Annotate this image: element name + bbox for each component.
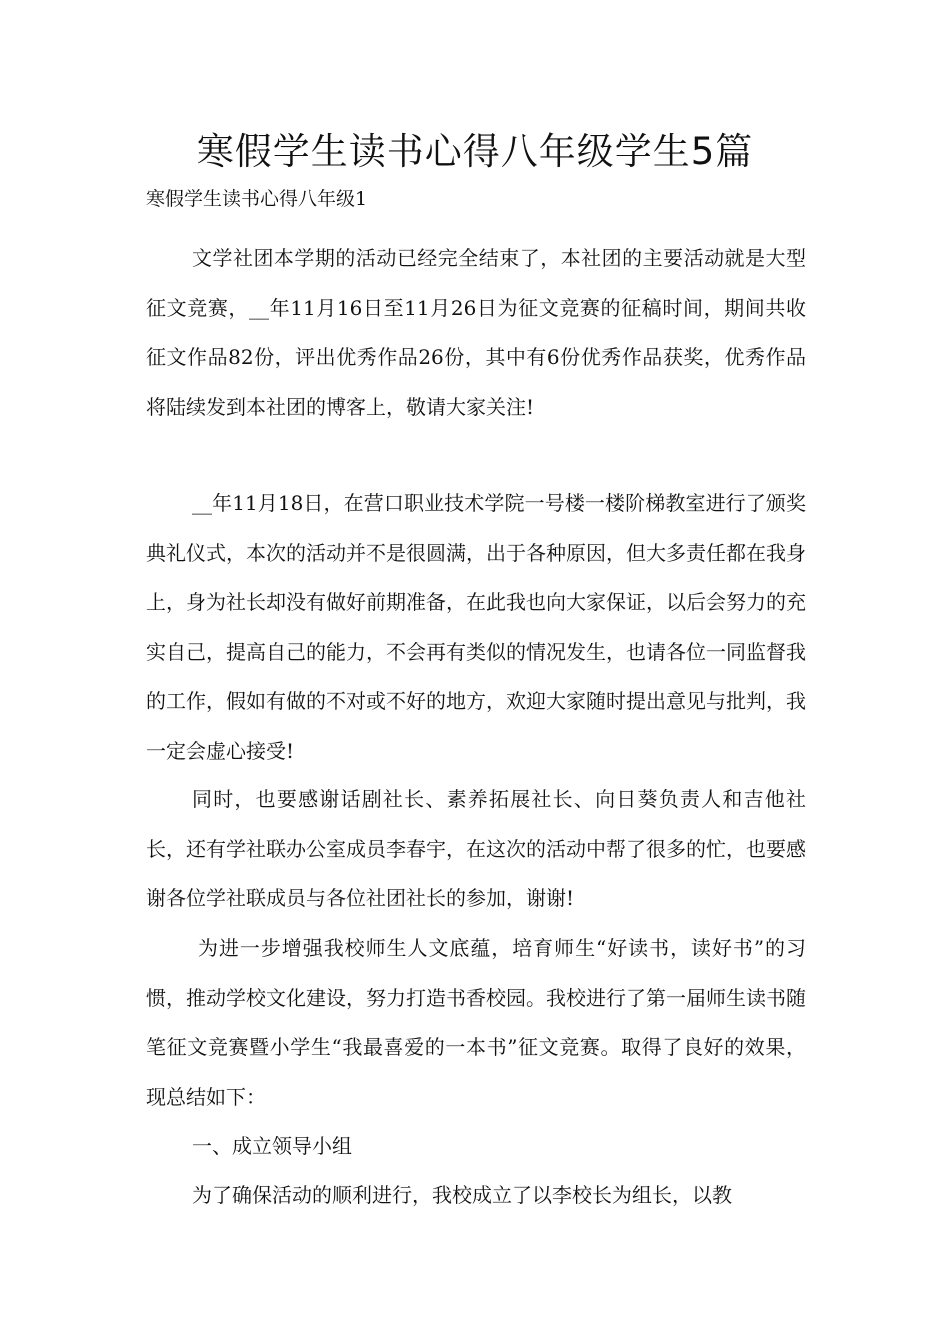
paragraph-5: 为了确保活动的顺利进行，我校成立了以李校长为组长，以教 [192,1183,732,1207]
document-subtitle: 寒假学生读书心得八年级1 [146,188,368,210]
paragraph-1: 文学社团本学期的活动已经完全结束了，本社团的主要活动就是大型征文竞赛，__年11月16日至11月26日为征文竞赛的征稿时间，期间共收征文作品82份，评出优秀作品26份，其中有6份优秀作品获奖，优秀作品将陆续发到本社团的博客上，敬请大家关注! [146,246,806,419]
paragraph-2: __年11月18日，在营口职业技术学院一号楼一楼阶梯教室进行了颁奖典礼仪式，本次的活动并不是很圆满，出于各种原因，但大多责任都在我身上，身为社长却没有做好前期准备，在此我也向大家保证，以后会努力的充实自己，提高自己的能力，不会再有类似的情况发生，也请各位一同监督我的工作，假如有做的不对或不好的地方，欢迎大家随时提出意见与批判，我一定会虚心接受! [146,491,806,763]
paragraph-3: 同时，也要感谢话剧社长、素养拓展社长、向日葵负责人和吉他社长，还有学社联办公室成员李春宇，在这次的活动中帮了很多的忙，也要感谢各位学社联成员与各位社团社长的参加，谢谢! [146,787,806,910]
section-heading: 一、成立领导小组 [192,1134,352,1158]
paragraph-4: 为进一步增强我校师生人文底蕴，培育师生“好读书，读好书”的习惯，推动学校文化建设，努力打造书香校园。我校进行了第一届师生读书随笔征文竞赛暨小学生“我最喜爱的一本书”征文竞赛。取得了良好的效果，现总结如下： [146,936,806,1109]
document-title: 寒假学生读书心得八年级学生5篇 [196,130,754,173]
